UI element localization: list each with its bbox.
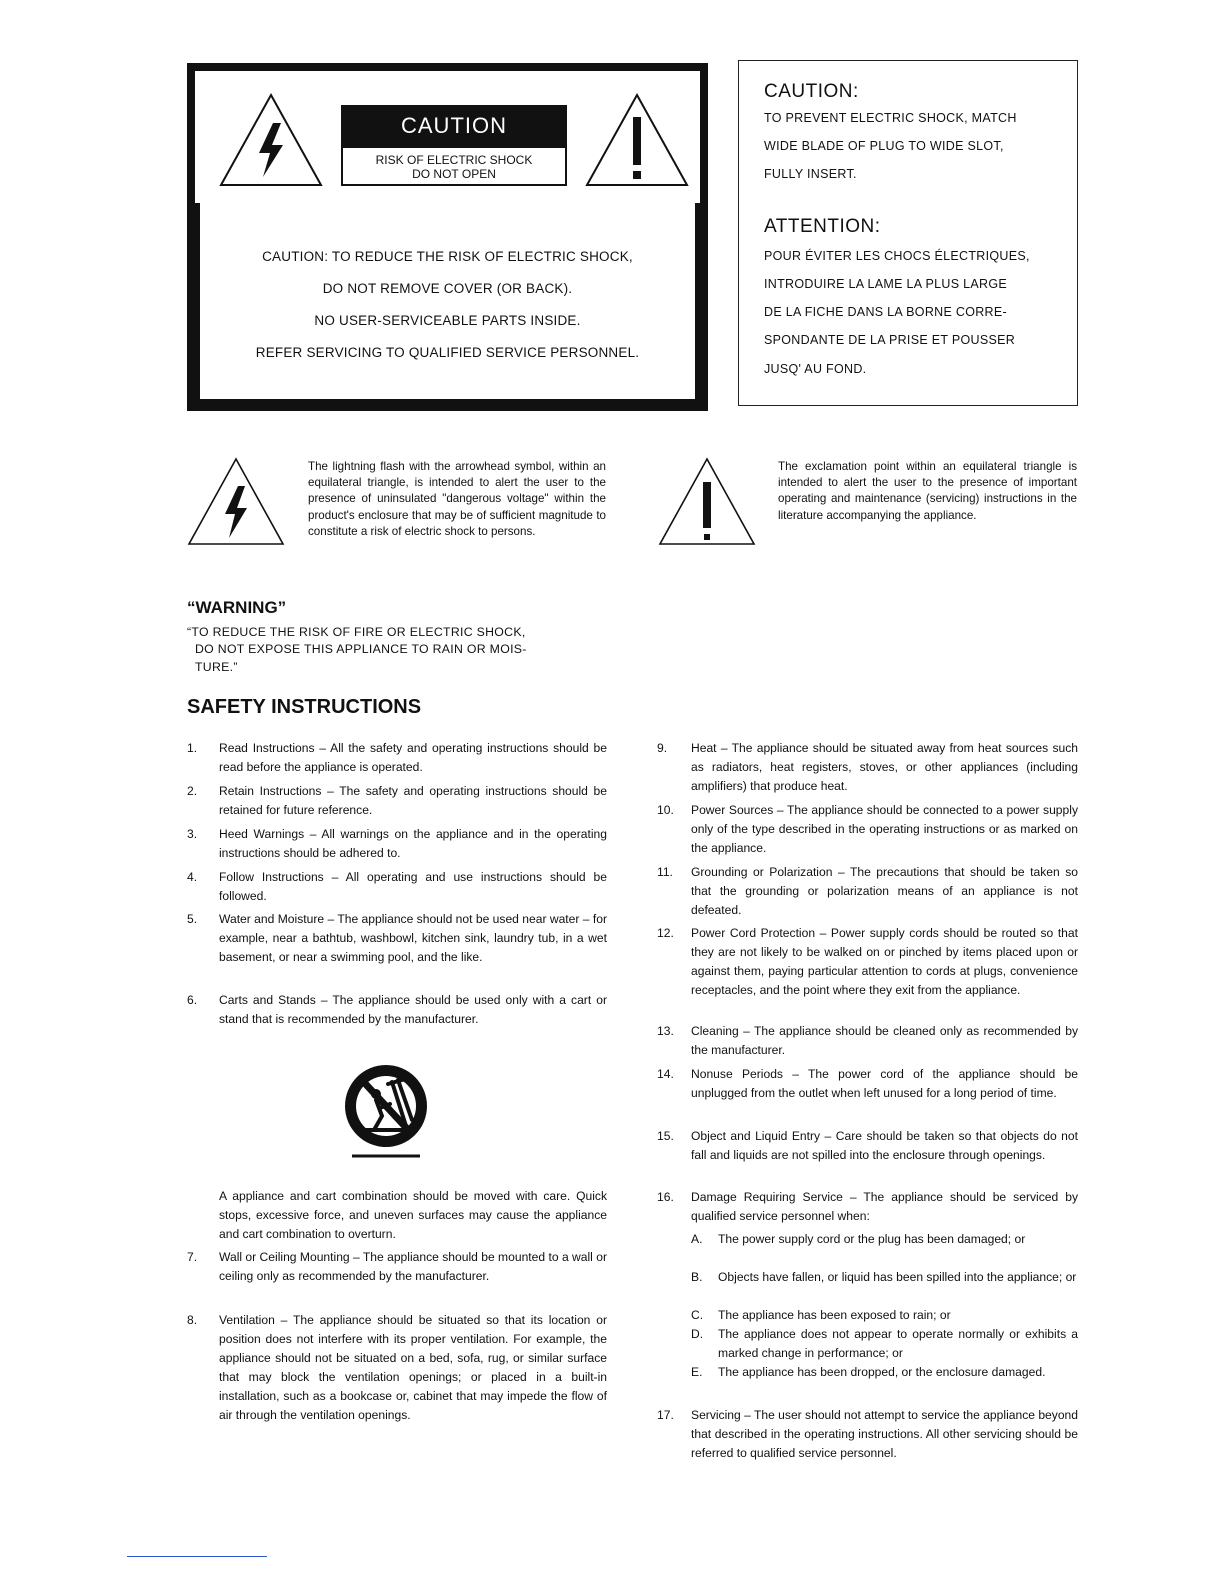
warning-line: “TO REDUCE THE RISK OF FIRE OR ELECTRIC SHOCK, [187,625,526,639]
attention-text-line: DE LA FICHE DANS LA BORNE CORRE- [764,305,1007,319]
caution-banner: CAUTION [341,105,567,146]
item-number: 7. [187,1250,198,1264]
plug-caution-box [738,60,1078,406]
subitem-text: The appliance does not appear to operate normally or exhibits a marked change in performance; or [718,1327,1078,1360]
item-text: Follow Instructions – All operating and use instructions should be followed. [219,870,607,903]
item-text: Cleaning – The appliance should be cleaned only as recommended by the manufacturer. [691,1024,1078,1057]
item-number: 2. [187,784,198,798]
risk-line-2: DO NOT OPEN [412,167,496,181]
caution-line: NO USER-SERVICEABLE PARTS INSIDE. [314,313,581,328]
caution-box-body [200,203,695,399]
attention-text-line: SPONDANTE DE LA PRISE ET POUSSER [764,333,1016,347]
item-number: 9. [657,741,668,755]
item-number: 15. [657,1129,674,1143]
item-number: 4. [187,870,198,884]
caution-text-line: WIDE BLADE OF PLUG TO WIDE SLOT, [764,139,1004,153]
subitem-letter: E. [691,1365,703,1379]
exclamation-symbol-description: The exclamation point within an equilateral triangle is intended to alert the user to the presence of important operating and maintenance (servicing) instructions in the literature accompanying the appliance. [778,460,1077,522]
item-text: Retain Instructions – The safety and operating instructions should be retained for future reference. [219,784,607,817]
subitem-letter: A. [691,1232,703,1246]
item-text: Servicing – The user should not attempt to service the appliance beyond that described in the operating instructions. All other servicing should be referred to qualified service personnel. [691,1408,1079,1460]
attention-heading: ATTENTION: [764,216,881,237]
item-text: Nonuse Periods – The power cord of the appliance should be unplugged from the outlet when left unused for a long period of time. [691,1067,1078,1100]
warning-line: DO NOT EXPOSE THIS APPLIANCE TO RAIN OR MOIS- [195,642,527,656]
subitem-letter: D. [691,1327,704,1341]
caution-box-header [187,63,708,203]
footer-rule [127,1556,267,1557]
item-number: 12. [657,926,674,940]
subitem-letter: C. [691,1308,704,1322]
caution-line: REFER SERVICING TO QUALIFIED SERVICE PERSONNEL. [255,345,640,360]
item-text: Water and Moisture – The appliance should not be used near water – for example, near a bathtub, washbowl, kitchen sink, laundry tub, in a wet basement, or near a swimming pool, and the like. [219,912,607,964]
lightning-warning-icon [215,89,327,189]
warning-title: “WARNING” [187,598,287,617]
item-text: Power Cord Protection – Power supply cords should be routed so that they are not likely to be walked on or pinched by items placed upon or against them, paying particular attention to cords at plugs, convenience receptacles, and the point where they exit from the appliance. [691,926,1078,997]
item-number: 11. [657,865,673,879]
caution-line: DO NOT REMOVE COVER (OR BACK). [322,281,573,296]
subitem-letter: B. [691,1270,703,1284]
risk-line-1: RISK OF ELECTRIC SHOCK [375,153,533,167]
item-text: Heed Warnings – All warnings on the appliance and in the operating instructions should be adhered to. [219,827,607,860]
item-text: Wall or Ceiling Mounting – The appliance should be mounted to a wall or ceiling only as recommended by the manufacturer. [219,1250,607,1283]
safety-instructions-title: SAFETY INSTRUCTIONS [187,696,422,718]
caution-box [187,63,708,411]
item-number: 14. [657,1067,674,1081]
item-text: Heat – The appliance should be situated away from heat sources such as radiators, heat registers, stoves, or other appliances (including amplifiers) that produce heat. [691,741,1078,793]
caution-heading: CAUTION: [764,81,859,102]
item-text: Carts and Stands – The appliance should be used only with a cart or stand that is recommended by the manufacturer. [219,993,607,1026]
item-number: 13. [657,1024,674,1038]
item-text: Damage Requiring Service – The appliance should be serviced by qualified service personnel when: [691,1190,1078,1223]
exclamation-warning-icon [581,89,693,189]
caution-text-line: FULLY INSERT. [764,167,857,181]
item-number: 8. [187,1313,198,1327]
item-number: 3. [187,827,198,841]
lightning-symbol-icon [186,456,286,548]
subitem-text: The power supply cord or the plug has been damaged; or [718,1232,1026,1246]
item-number: 17. [657,1408,674,1422]
no-cart-tipping-icon [340,1058,432,1162]
item-number: 1. [187,741,198,755]
attention-text-line: JUSQ' AU FOND. [764,362,867,376]
attention-text-line: INTRODUIRE LA LAME LA PLUS LARGE [764,277,1008,291]
caution-line: CAUTION: TO REDUCE THE RISK OF ELECTRIC SHOCK, [262,249,633,264]
item-text: Grounding or Polarization – The precautions that should be taken so that the grounding or polarization means of an appliance is not defeated. [691,865,1078,917]
subitem-text: Objects have fallen, or liquid has been spilled into the appliance; or [718,1270,1077,1284]
subitem-text: The appliance has been exposed to rain; or [718,1308,951,1322]
subitem-text: The appliance has been dropped, or the enclosure damaged. [718,1365,1046,1379]
item-number: 5. [187,912,198,926]
item-text: Ventilation – The appliance should be situated so that its location or position does not interfere with its proper ventilation. For example, the appliance should not be situated on a bed, sofa, rug, or similar surface that may block the ventilation openings; or placed in a built-in installation, such as a bookcase or, cabinet that may impede the flow of air through the ventilation openings. [219,1313,607,1422]
item-number: 6. [187,993,198,1007]
lightning-symbol-description: The lightning flash with the arrowhead symbol, within an equilateral triangle, is intended to alert the user to the presence of uninsulated "dangerous voltage" within the product's enclosure that may be of sufficient magnitude to constitute a risk of electric shock to persons. [308,460,606,538]
item-number: 10. [657,803,674,817]
caution-text-line: TO PREVENT ELECTRIC SHOCK, MATCH [764,111,1017,125]
exclamation-symbol-icon [657,456,757,548]
risk-label [341,146,567,186]
item-text: Object and Liquid Entry – Care should be taken so that objects do not fall and liquids are not spilled into the enclosure through openings. [691,1129,1078,1162]
item-text: A appliance and cart combination should be moved with care. Quick stops, excessive force, and uneven surfaces may cause the appliance and cart combination to overturn. [219,1189,607,1241]
attention-text-line: POUR ÉVITER LES CHOCS ÉLECTRIQUES, [764,249,1030,263]
item-text: Power Sources – The appliance should be connected to a power supply only of the type described in the operating instructions or as marked on the appliance. [691,803,1078,855]
warning-line: TURE.” [195,660,238,674]
item-number: 16. [657,1190,674,1204]
item-text: Read Instructions – All the safety and operating instructions should be read before the appliance is operated. [219,741,607,774]
